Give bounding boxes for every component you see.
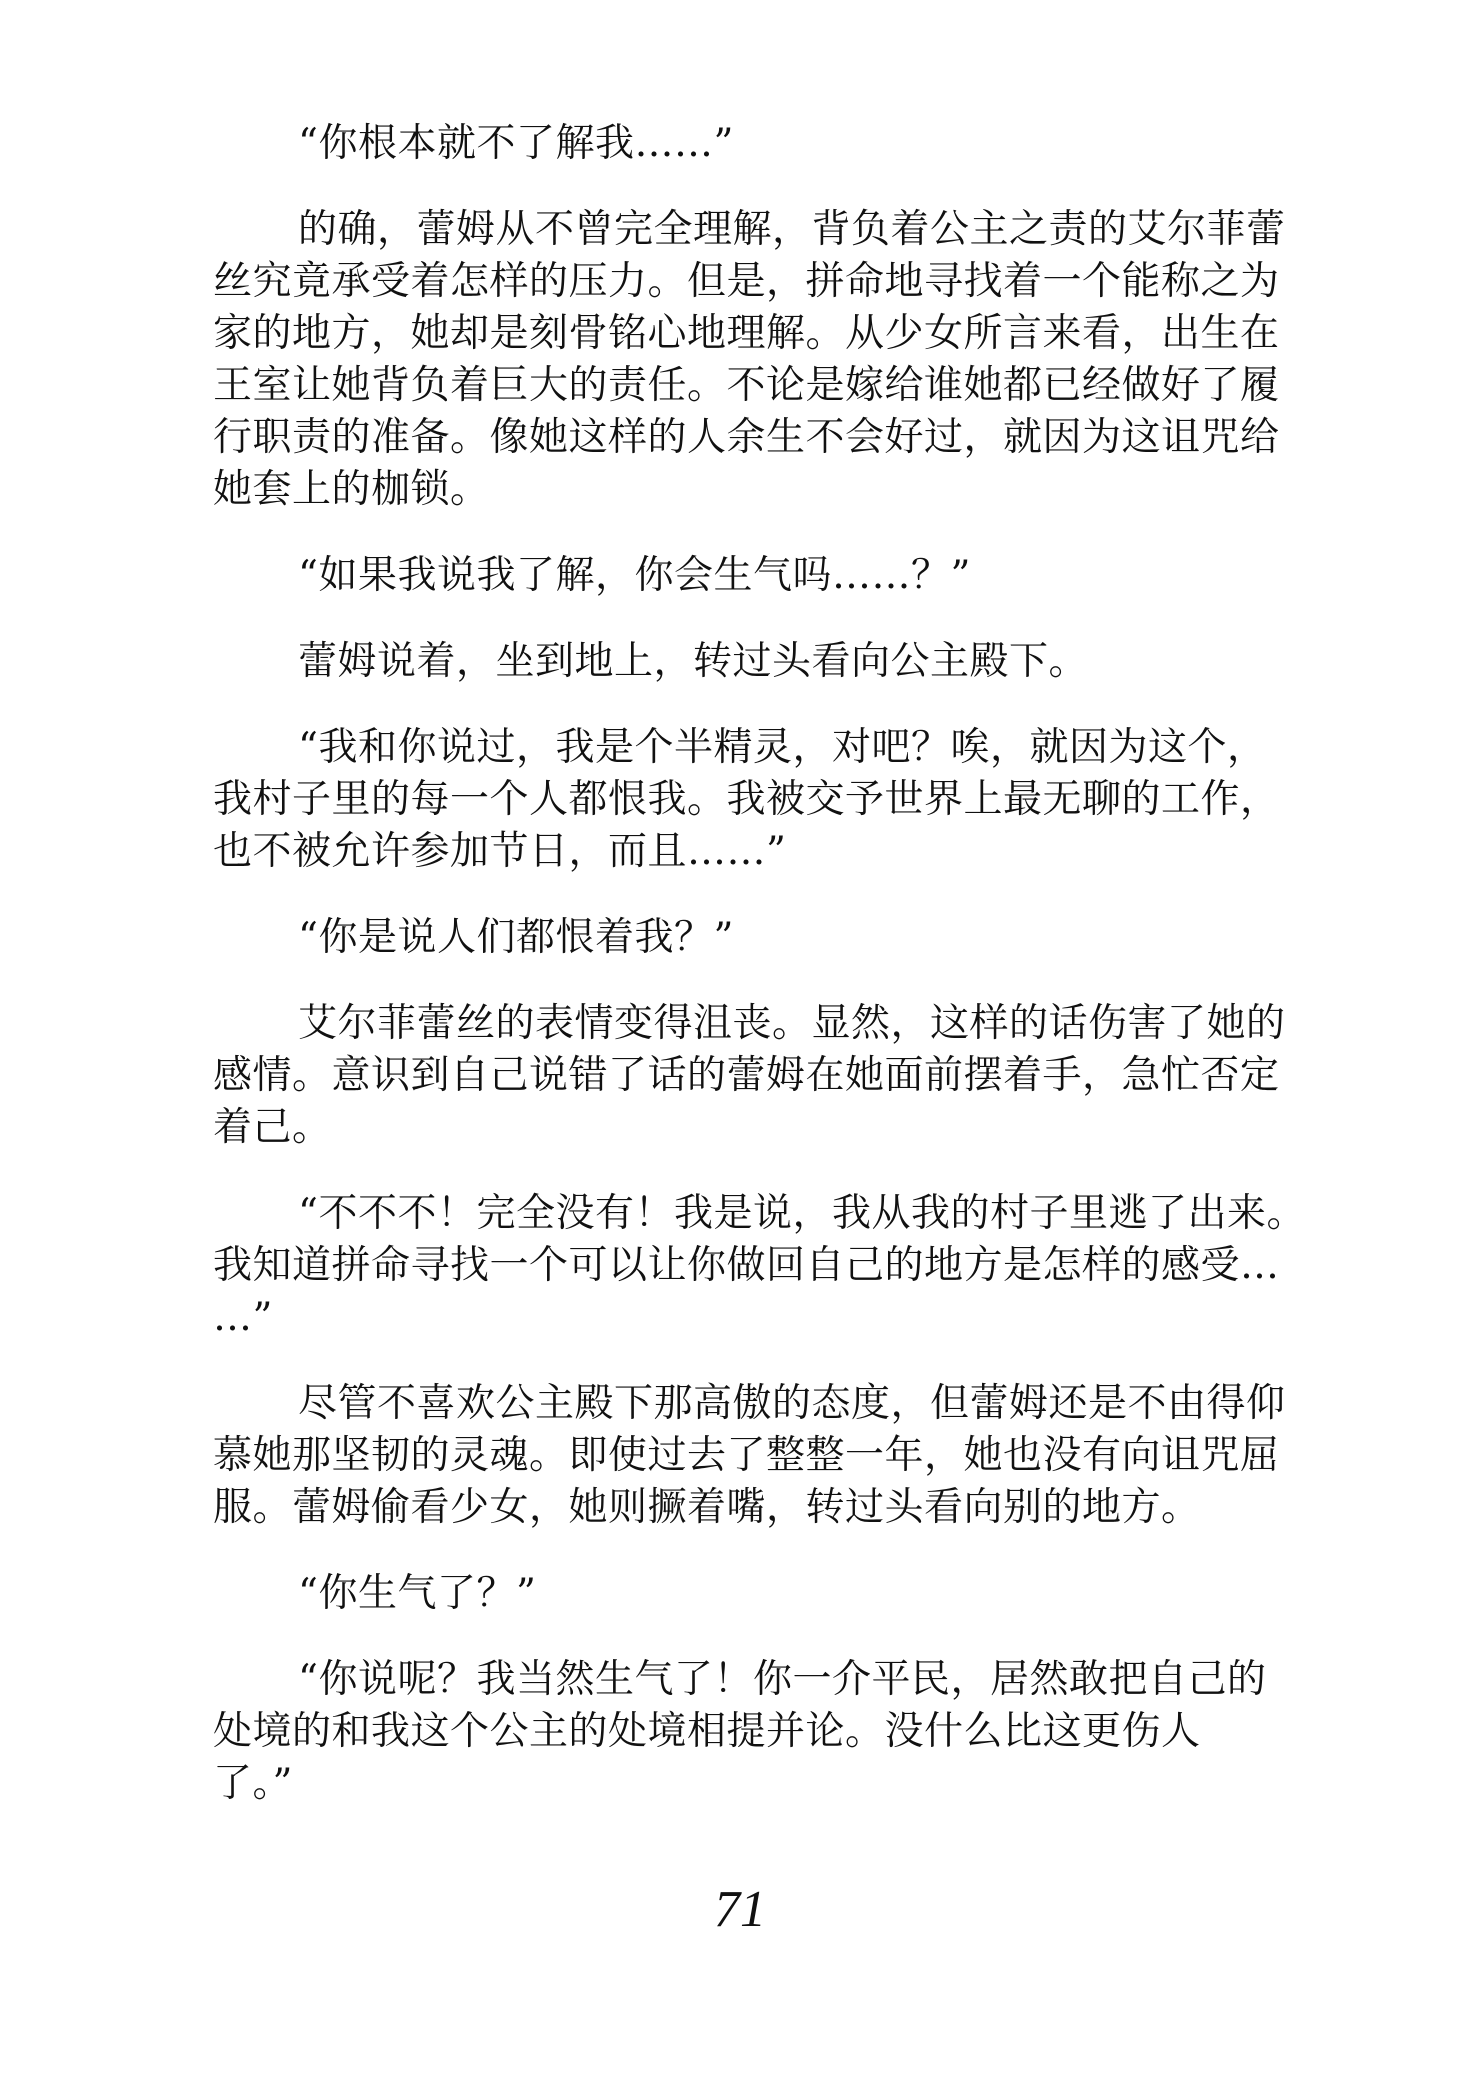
paragraph bbox=[213, 550, 1383, 602]
text-line: 服。蕾姆偷看少女，她则撅着嘴，转过头看向别的地方。 bbox=[213, 1485, 1201, 1530]
text-line: “你说呢？我当然生气了！你一介平民，居然敢把自己的 bbox=[298, 1657, 1267, 1702]
text-line: 她套上的枷锁。 bbox=[213, 467, 490, 512]
paragraph bbox=[213, 722, 1383, 878]
text-line: 尽管不喜欢公主殿下那高傲的态度，但蕾姆还是不由得仰 bbox=[298, 1381, 1286, 1426]
page-number: 71 bbox=[714, 1881, 766, 1938]
text-line: 丝究竟承受着怎样的压力。但是，拼命地寻找着一个能称之为 bbox=[213, 259, 1280, 304]
text-line: “你根本就不了解我……” bbox=[298, 121, 734, 166]
body-text bbox=[213, 118, 1383, 1810]
text-line: 也不被允许参加节日，而且……” bbox=[213, 829, 787, 874]
paragraph bbox=[213, 1568, 1383, 1620]
text-line: “如果我说我了解，你会生气吗……？” bbox=[298, 553, 971, 598]
text-line: 着己。 bbox=[213, 1105, 332, 1150]
text-line: “我和你说过，我是个半精灵，对吧？唉，就因为这个， bbox=[298, 725, 1267, 770]
text-line: 我村子里的每一个人都恨我。我被交予世界上最无聊的工作， bbox=[213, 777, 1280, 822]
paragraph bbox=[213, 998, 1383, 1154]
text-line: 王室让她背负着巨大的责任。不论是嫁给谁她都已经做好了履 bbox=[213, 363, 1280, 408]
paragraph bbox=[213, 1188, 1383, 1344]
text-line: 我知道拼命寻找一个可以让你做回自己的地方是怎样的感受… bbox=[213, 1243, 1280, 1288]
paragraph bbox=[213, 118, 1383, 170]
text-line: 蕾姆说着，坐到地上，转过头看向公主殿下。 bbox=[298, 639, 1089, 684]
text-line: “你是说人们都恨着我？” bbox=[298, 915, 734, 960]
text-line: …” bbox=[213, 1295, 273, 1340]
text-line: 的确，蕾姆从不曾完全理解，背负着公主之责的艾尔菲蕾 bbox=[298, 207, 1286, 252]
paragraph bbox=[213, 636, 1383, 688]
paragraph bbox=[213, 1378, 1383, 1534]
text-line: “不不不！完全没有！我是说，我从我的村子里逃了出来。 bbox=[298, 1191, 1306, 1236]
paragraph bbox=[213, 912, 1383, 964]
text-line: 处境的和我这个公主的处境相提并论。没什么比这更伤人 bbox=[213, 1709, 1201, 1754]
text-line: 了。” bbox=[213, 1761, 293, 1806]
text-line: 行职责的准备。像她这样的人余生不会好过，就因为这诅咒给 bbox=[213, 415, 1280, 460]
text-line: 感情。意识到自己说错了话的蕾姆在她面前摆着手，急忙否定 bbox=[213, 1053, 1280, 1098]
paragraph bbox=[213, 204, 1383, 516]
text-line: 家的地方，她却是刻骨铭心地理解。从少女所言来看，出生在 bbox=[213, 311, 1280, 356]
paragraph bbox=[213, 1654, 1383, 1810]
text-line: 慕她那坚韧的灵魂。即使过去了整整一年，她也没有向诅咒屈 bbox=[213, 1433, 1280, 1478]
text-line: 艾尔菲蕾丝的表情变得沮丧。显然，这样的话伤害了她的 bbox=[298, 1001, 1286, 1046]
text-line: “你生气了？” bbox=[298, 1571, 537, 1616]
